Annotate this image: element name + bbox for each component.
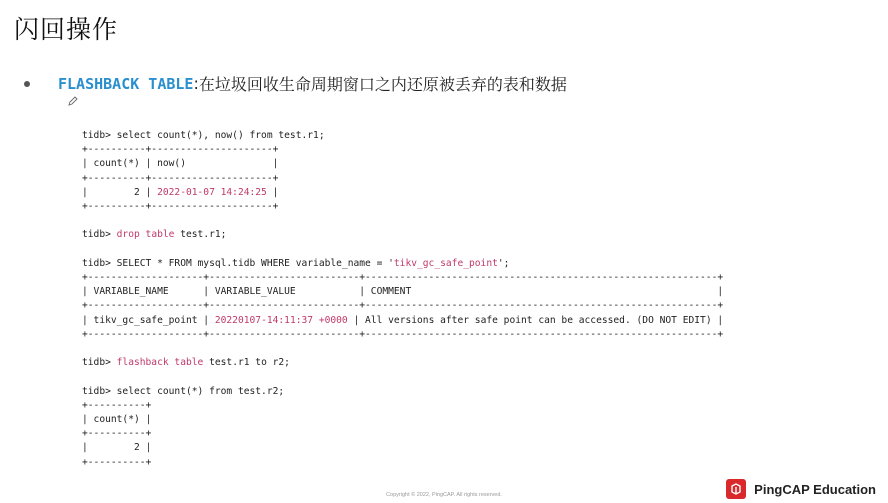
terminal-output bbox=[82, 129, 723, 470]
code-text: | bbox=[266, 186, 279, 198]
slide-title: 闪回操作 bbox=[14, 15, 119, 44]
code-line bbox=[82, 456, 723, 470]
brand-name: PingCAP Education bbox=[754, 481, 876, 497]
pingcap-logo-icon bbox=[726, 479, 746, 499]
code-text: +----------+ bbox=[82, 428, 152, 440]
code-text: tidb> bbox=[82, 229, 117, 241]
code-text: tidb> SELECT * FROM mysql.tidb WHERE variable_name = ' bbox=[82, 257, 394, 269]
code-highlight: table bbox=[174, 357, 204, 369]
code-text: +--------------------+--------------------------+-------------------------------------------------------------+ bbox=[82, 300, 724, 312]
code-text: tidb> bbox=[82, 357, 117, 369]
code-text: | All versions after safe point can be accessed. (DO NOT EDIT) | bbox=[347, 314, 724, 326]
code-text: '; bbox=[497, 257, 510, 269]
code-line bbox=[82, 257, 723, 271]
code-line bbox=[82, 228, 723, 242]
code-text: | count(*) | bbox=[82, 414, 152, 426]
code-highlight: drop bbox=[116, 229, 140, 241]
code-line bbox=[82, 129, 723, 143]
code-text: +----------+---------------------+ bbox=[82, 172, 279, 184]
code-line bbox=[82, 271, 723, 285]
code-line bbox=[82, 243, 723, 257]
code-line bbox=[82, 285, 723, 299]
code-line bbox=[82, 200, 723, 214]
code-text: | 2 | bbox=[82, 186, 158, 198]
code-text: +----------+---------------------+ bbox=[82, 201, 279, 213]
code-line bbox=[82, 143, 723, 157]
brand bbox=[726, 479, 876, 499]
code-line bbox=[82, 370, 723, 384]
code-text: tidb> select count(*), now() from test.r1; bbox=[82, 130, 325, 141]
code-highlight: table bbox=[145, 229, 175, 241]
code-text: +----------+ bbox=[82, 399, 152, 411]
footer-copyright: Copyright © 2022, PingCAP. All rights reserved. bbox=[386, 492, 502, 498]
code-line bbox=[82, 314, 723, 328]
code-line bbox=[82, 157, 723, 171]
code-line bbox=[82, 214, 723, 228]
code-highlight: flashback bbox=[116, 357, 169, 369]
code-line bbox=[82, 413, 723, 427]
bullet-item bbox=[24, 72, 567, 95]
bullet-text: 在垃圾回收生命周期窗口之内还原被丢弃的表和数据 bbox=[198, 75, 567, 94]
bullet-separator: : bbox=[193, 74, 199, 93]
code-highlight: 20220107-14:11:37 +0000 bbox=[214, 314, 348, 326]
code-line bbox=[82, 342, 723, 356]
code-text: +----------+ bbox=[82, 456, 152, 468]
code-text: +--------------------+--------------------------+-------------------------------------------------------------+ bbox=[82, 272, 724, 284]
code-line bbox=[82, 385, 723, 399]
code-line bbox=[82, 172, 723, 186]
code-text: | VARIABLE_NAME | VARIABLE_VALUE | COMMENT | bbox=[82, 286, 724, 298]
code-text: test.r1; bbox=[174, 229, 227, 241]
code-text: | count(*) | now() | bbox=[82, 158, 279, 170]
code-highlight: tikv_gc_safe_point bbox=[393, 257, 498, 269]
code-text: | tikv_gc_safe_point | bbox=[82, 314, 215, 326]
code-line bbox=[82, 328, 723, 342]
code-text: | 2 | bbox=[82, 442, 152, 454]
code-text: +----------+---------------------+ bbox=[82, 144, 279, 156]
pencil-icon bbox=[68, 96, 78, 106]
code-line bbox=[82, 441, 723, 455]
code-text: test.r1 to r2; bbox=[203, 357, 290, 369]
code-text: tidb> select count(*) from test.r2; bbox=[82, 385, 285, 397]
code-line bbox=[82, 427, 723, 441]
bullet-keyword: FLASHBACK TABLE bbox=[58, 74, 194, 93]
code-highlight: 2022-01-07 14:24:25 bbox=[157, 186, 267, 198]
code-line bbox=[82, 356, 723, 370]
code-line bbox=[82, 186, 723, 200]
code-line bbox=[82, 399, 723, 413]
code-text: +--------------------+--------------------------+-------------------------------------------------------------+ bbox=[82, 328, 724, 340]
code-line bbox=[82, 299, 723, 313]
bullet-dot-icon bbox=[24, 81, 30, 87]
